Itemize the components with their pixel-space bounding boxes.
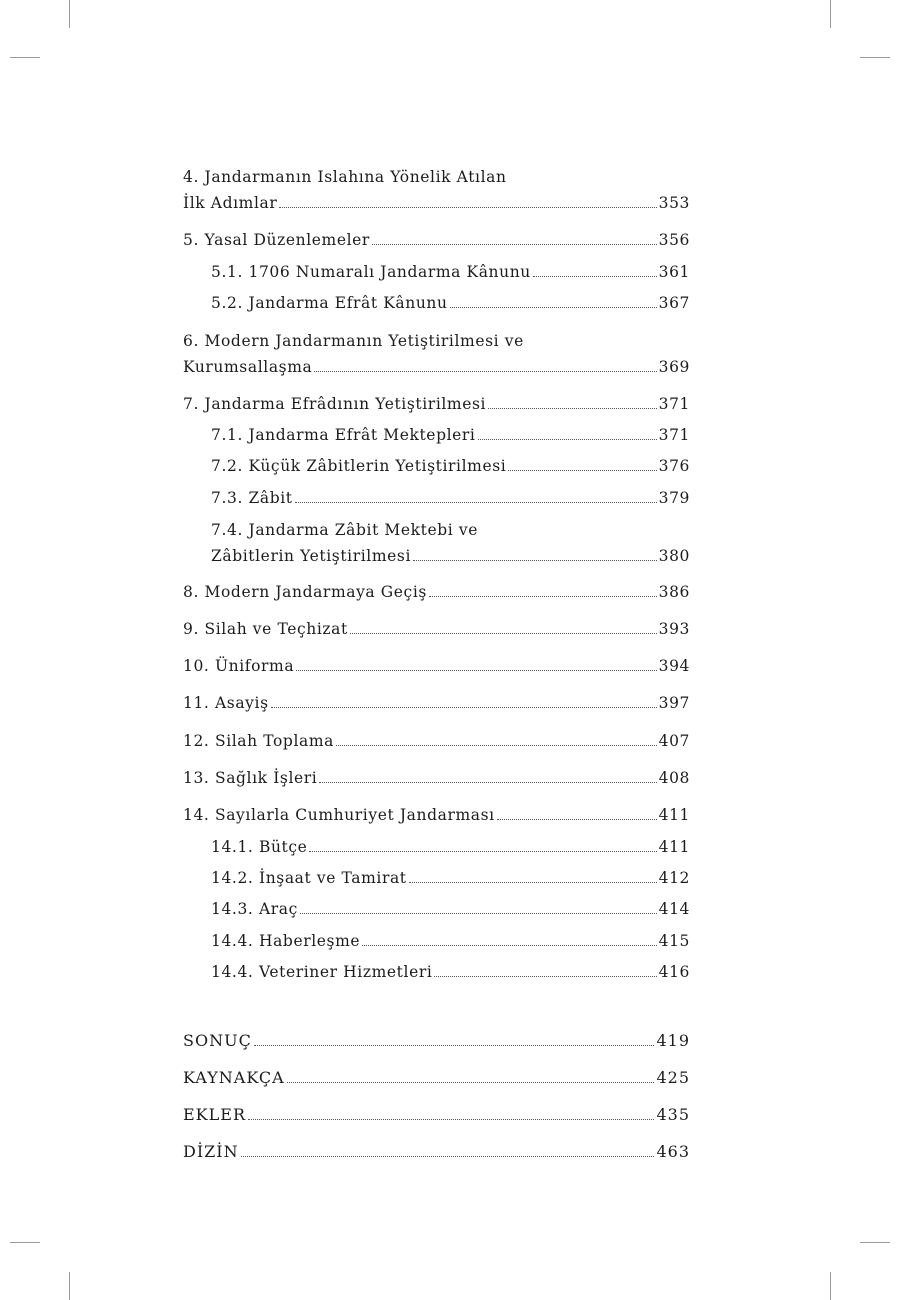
toc-entry-title: 14.4. Haberleşme [211,932,361,950]
toc-entry-page: 407 [658,732,690,750]
toc-entry-page: 353 [658,194,690,212]
toc-entry-title-line: 4. Jandarmanın Islahına Yönelik Atılan [183,168,507,186]
crop-mark [10,1242,40,1243]
toc-entry-title: SONUÇ [183,1031,252,1050]
dot-leader [450,307,657,308]
dot-leader [279,207,656,208]
dot-leader [296,670,656,671]
crop-mark [830,1272,831,1300]
toc-entry [211,261,690,283]
toc-entry-title: 14.4. Veteriner Hizmetleri [211,963,433,981]
toc-entry [183,1067,690,1089]
dot-leader [429,596,657,597]
toc-entry-page: 408 [658,769,690,787]
toc-entry-title-line: 7.4. Jandarma Zâbit Mektebi ve [211,521,478,539]
toc-entry [211,519,690,567]
dot-leader [309,851,656,852]
toc-entry-title: 5. Yasal Düzenlemeler [183,231,370,249]
toc-entry-title: DİZİN [183,1142,239,1161]
toc-entry [183,1030,690,1052]
toc-entry [211,930,690,952]
toc-entry-title: 7.1. Jandarma Efrât Mektepleri [211,426,476,444]
toc-entry [183,581,690,603]
toc-entry-page: 411 [658,838,690,856]
toc-entry [183,730,690,752]
toc-entry-title: KAYNAKÇA [183,1068,285,1087]
toc-entry-page: 393 [658,620,690,638]
toc-entry-page: 463 [656,1142,690,1161]
dot-leader [533,276,657,277]
dot-leader [409,882,657,883]
toc-entry-page: 367 [658,294,690,312]
toc-entry-page: 411 [658,806,690,824]
toc-entry [211,898,690,920]
toc-entry-page: 386 [658,583,690,601]
toc-entry-title: 14.3. Araç [211,900,298,918]
toc-entry-title: 14. Sayılarla Cumhuriyet Jandarması [183,806,495,824]
toc-entry-title: 9. Silah ve Teçhizat [183,620,348,638]
toc-entry [211,455,690,477]
dot-leader [241,1156,655,1157]
dot-leader [508,470,656,471]
toc-entry [183,229,690,251]
toc-entry [183,1141,690,1163]
toc-entry [211,424,690,446]
toc-entry-title: 14.1. Bütçe [211,838,308,856]
toc-entry-title: 14.2. İnşaat ve Tamirat [211,869,407,887]
toc-entry-title: 5.2. Jandarma Efrât Kânunu [211,294,448,312]
dot-leader [314,371,656,372]
toc-entry-page: 394 [658,657,690,675]
toc-entry-title: 12. Silah Toplama [183,732,334,750]
toc-entry-page: 361 [658,263,690,281]
toc-entry-page: 435 [656,1105,690,1124]
dot-leader [497,819,657,820]
crop-mark [69,1272,70,1300]
toc-entry [211,867,690,889]
toc-entry-title: 10. Üniforma [183,657,295,675]
dot-leader [362,945,656,946]
toc-entry-title: Zâbitlerin Yetiştirilmesi [211,547,412,565]
toc-entry [183,692,690,714]
toc-entry-title: Kurumsallaşma [183,358,313,376]
dot-leader [413,560,657,561]
toc-entry-page: 425 [656,1068,690,1087]
toc-entry-title: EKLER [183,1105,246,1124]
dot-leader [295,502,657,503]
toc-entry-page: 371 [658,426,690,444]
crop-mark [860,1242,890,1243]
toc-entry-title: 5.1. 1706 Numaralı Jandarma Kânunu [211,263,531,281]
toc-entry-title-line: 6. Modern Jandarmanın Yetiştirilmesi ve [183,332,524,350]
dot-leader [300,913,657,914]
crop-mark [830,0,831,28]
toc-entry [183,330,690,378]
toc-entry-title: İlk Adımlar [183,194,278,212]
toc-entry-title: 7. Jandarma Efrâdının Yetiştirilmesi [183,395,487,413]
toc-entry [183,393,690,415]
toc-entry-title: 13. Sağlık İşleri [183,769,318,787]
dot-leader [287,1082,655,1083]
toc-entry [211,487,690,509]
toc-entry-page: 412 [658,869,690,887]
dot-leader [254,1045,655,1046]
dot-leader [336,745,657,746]
toc-entry-page: 415 [658,932,690,950]
toc-entry-title: 7.2. Küçük Zâbitlerin Yetiştirilmesi [211,457,507,475]
toc-entry-page: 371 [658,395,690,413]
toc-entry [183,655,690,677]
toc-entry-page: 397 [658,694,690,712]
toc-entry-title: 8. Modern Jandarmaya Geçiş [183,583,427,601]
toc-entry [183,618,690,640]
toc-entry-page: 379 [658,489,690,507]
toc-entry [211,836,690,858]
dot-leader [319,782,656,783]
toc-entry-page: 380 [658,547,690,565]
toc-entry [211,961,690,983]
crop-mark [10,57,40,58]
toc-entry [211,292,690,314]
crop-mark [69,0,70,28]
toc-entry [183,166,690,214]
toc-entry-page: 416 [658,963,690,981]
dot-leader [434,976,656,977]
toc-entry-title: 7.3. Zâbit [211,489,293,507]
toc-entry [183,804,690,826]
toc-entry-page: 369 [658,358,690,376]
dot-leader [372,244,657,245]
toc-entry-page: 414 [658,900,690,918]
dot-leader [350,633,657,634]
toc-entry [183,1104,690,1126]
toc-entry-page: 376 [658,457,690,475]
toc-entry-page: 419 [656,1031,690,1050]
dot-leader [478,439,657,440]
crop-mark [860,57,890,58]
toc-entry-page: 356 [658,231,690,249]
toc-entry-title: 11. Asayiş [183,694,269,712]
dot-leader [488,408,656,409]
dot-leader [271,707,657,708]
toc-entry [183,767,690,789]
dot-leader [248,1119,654,1120]
